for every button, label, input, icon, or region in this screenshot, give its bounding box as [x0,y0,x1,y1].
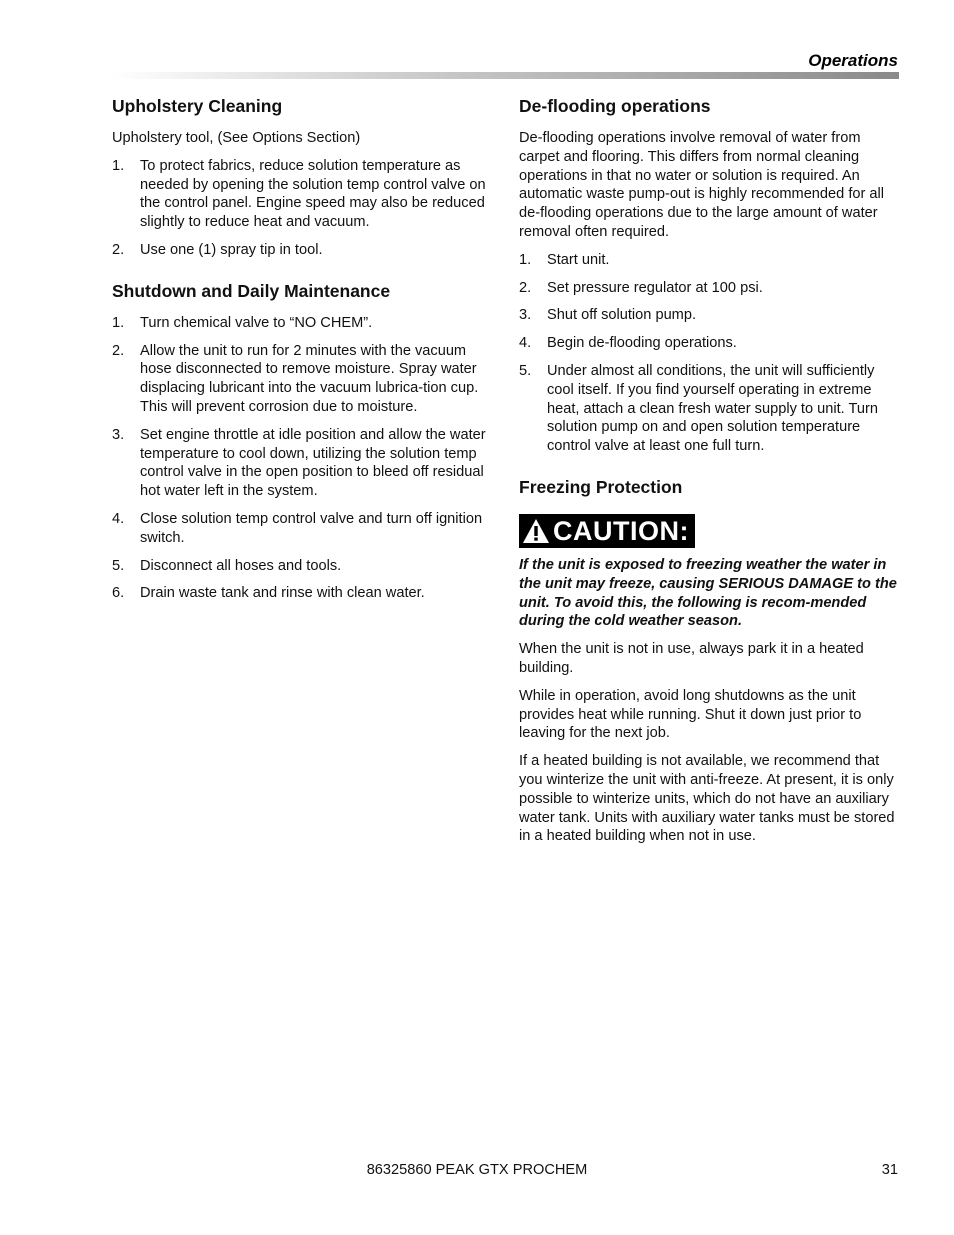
step-text: Start unit. [547,251,610,268]
step-number: 1. [519,251,532,268]
step-text: Drain waste tank and rinse with clean water. [140,585,425,602]
step-number: 5. [519,362,532,379]
list-item [112,314,490,333]
right-column [519,94,899,855]
upholstery-steps [112,157,490,260]
step-text: Allow the unit to run for 2 minutes with the vacuum hose disconnected to remove moisture. Spray water displacing lubricant into the vacuum lubrica-tion cup. This will prevent corrosion due to moisture. [140,342,479,415]
caution-warning-text: If the unit is exposed to freezing weather the water in the unit may freeze, causing SERIOUS DAMAGE to the unit. To avoid this, the following is recom-mended during the cold weather season. [519,556,897,630]
step-text: To protect fabrics, reduce solution temperature as needed by opening the solution temp control valve on the control panel. Engine speed may also be reduced slightly to reduce heat and vacuum. [140,157,486,231]
list-item [112,342,490,417]
caution-banner [519,514,695,548]
step-text: Shut off solution pump. [547,307,697,324]
step-text: Under almost all conditions, the unit will sufficiently cool itself. If you find yourself operating in extreme heat, attach a clean fresh water supply to unit. Turn solution pump on and open solution temperature control valve at least one full turn. [547,362,878,455]
deflooding-intro: De-flooding operations involve removal of water from carpet and flooring. This differs from normal cleaning operations in that no water or solution is required. An automatic waste pump-out is highly recommended for all de-flooding operations due to the large amount of water removal often required. [519,130,885,240]
warning-triangle-icon [522,518,550,544]
shutdown-steps [112,314,490,603]
step-text: Close solution temp control valve and turn off ignition switch. [140,510,483,546]
list-item [519,362,899,456]
list-item [519,251,899,270]
header-gradient-rule [112,72,899,79]
list-item [112,557,490,576]
step-text: Set engine throttle at idle position and allow the water temperature to cool down, utilizing the solution temp control valve in the open position to bleed off residual hot water left in the system. [140,426,486,500]
list-item [519,334,899,353]
step-number: 3. [519,307,532,324]
list-item [112,584,490,603]
step-number: 4. [112,510,125,527]
step-text: Turn chemical valve to “NO CHEM”. [140,314,373,331]
step-text: Use one (1) spray tip in tool. [140,241,323,258]
step-text: Disconnect all hoses and tools. [140,557,342,574]
step-number: 1. [112,314,125,331]
step-number: 5. [112,557,125,574]
caution-label: CAUTION: [553,515,689,546]
step-number: 2. [519,279,532,296]
step-number: 2. [112,342,125,359]
step-text: Set pressure regulator at 100 psi. [547,279,763,296]
footer-page-number: 31 [881,1162,898,1178]
list-item [112,426,490,501]
list-item [519,279,899,298]
freezing-heading: Freezing Protection [519,476,683,497]
freezing-paragraph: If a heated building is not available, we recommend that you winterize the unit with anti-freeze. At present, it is only possible to winterize units, which do not have an auxiliary water tank. Units with auxiliary water tanks must be stored in a heated building when not in use. [519,753,895,845]
step-text: Begin de-flooding operations. [547,335,737,352]
deflooding-steps [519,251,899,456]
step-number: 1. [112,157,125,174]
list-item [112,241,490,260]
list-item [112,510,490,548]
list-item [519,306,899,325]
list-item [112,157,490,232]
shutdown-heading: Shutdown and Daily Maintenance [112,280,391,301]
footer-document-id: 86325860 PEAK GTX PROCHEM [366,1162,588,1178]
left-column [112,94,490,612]
freezing-paragraph: When the unit is not in use, always park it in a heated building. [519,641,864,676]
freezing-paragraph: While in operation, avoid long shutdowns as the unit provides heat while running. Shut it down just prior to leaving for the next job. [519,687,862,742]
section-header-title: Operations [808,51,898,70]
upholstery-heading: Upholstery Cleaning [112,96,283,116]
step-number: 3. [112,426,125,443]
step-number: 6. [112,585,125,602]
step-number: 2. [112,241,125,258]
step-number: 4. [519,335,532,352]
upholstery-intro: Upholstery tool, (See Options Section) [112,130,361,146]
deflooding-heading: De-flooding operations [519,96,711,116]
